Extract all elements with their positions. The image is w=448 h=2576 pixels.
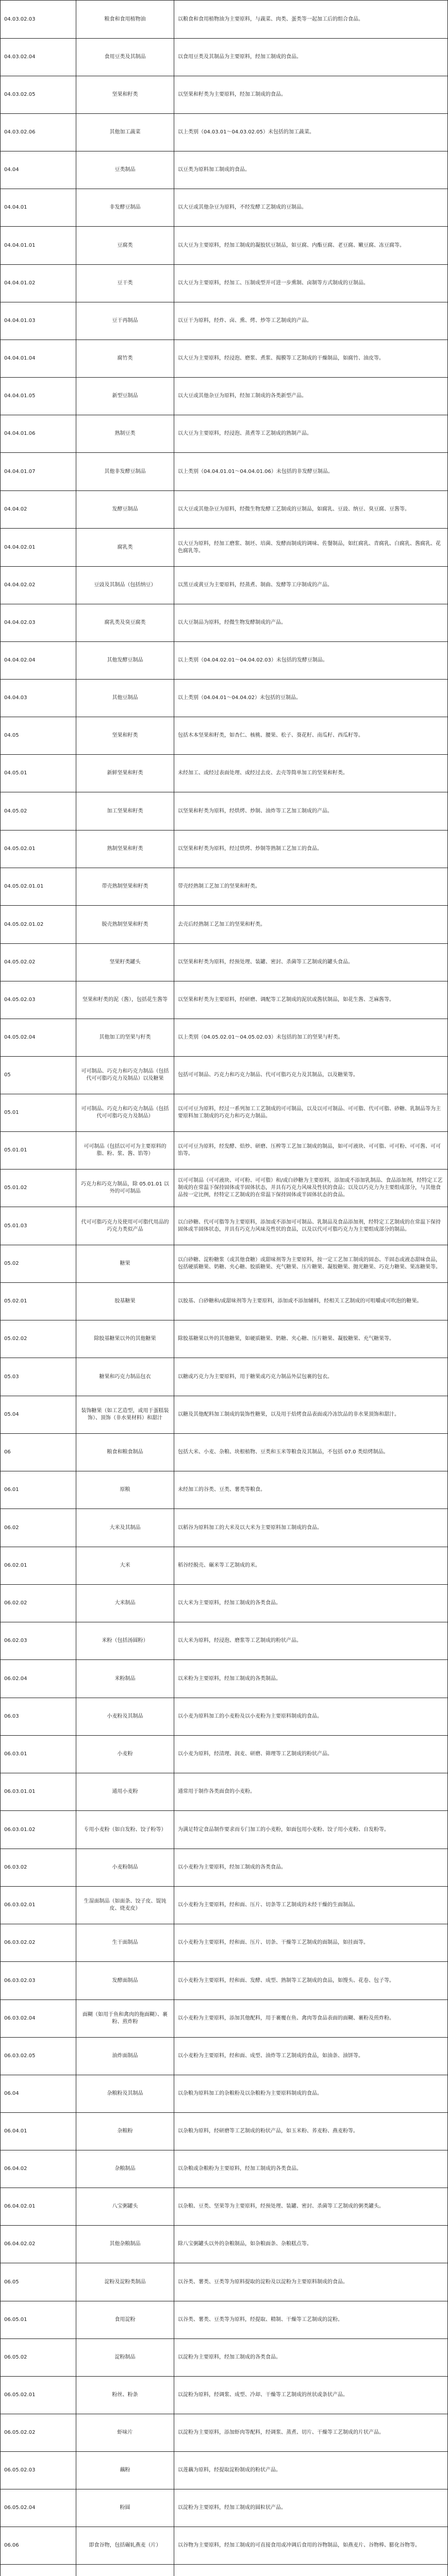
- category-description-cell: 以黑豆或黄豆为主要原料，经蒸煮、制曲、发酵等工序制成的产品。: [174, 567, 448, 604]
- category-code-cell: 04.04.02.02: [1, 567, 76, 604]
- category-name-cell: 小麦粉及其制品: [76, 1698, 174, 1736]
- category-code-cell: 06.05.02.03: [1, 2452, 76, 2489]
- table-row: [1, 453, 448, 491]
- category-code-cell: [1, 2565, 76, 2576]
- category-name-cell: 非发酵豆制品: [76, 189, 174, 227]
- category-name-cell: 杂粮粉及其制品: [76, 2075, 174, 2113]
- category-name-cell: 发酵豆制品: [76, 491, 174, 529]
- category-description-cell: 以稻谷为原料加工的大米及以大米为主要原料加工制成的食品。: [174, 1509, 448, 1547]
- category-description-cell: 去壳后经熟制工艺加工的坚果和籽类。: [174, 906, 448, 944]
- category-name-cell: 豆干再制品: [76, 302, 174, 340]
- category-description-cell: 除胶基糖果以外的其他糖果，如硬质糖果、奶糖、夹心糖、压片糖果、凝胶糖果、充气糖果等。: [174, 1320, 448, 1358]
- category-description-cell: 以食用豆类及其制品为主要原料，经加工制成的食品。: [174, 39, 448, 76]
- category-name-cell: 米粉（包括汤圆粉）: [76, 1622, 174, 1660]
- category-code-cell: 05.01: [1, 1094, 76, 1132]
- category-name-cell: [76, 2565, 174, 2576]
- category-description-cell: 以小麦粉为主要原料，经和面、发酵、成型、熟制等工艺制成的食品，如馒头、花卷、包子等。: [174, 1962, 448, 2000]
- category-code-cell: 05: [1, 1057, 76, 1094]
- category-name-cell: 其他非发酵豆制品: [76, 453, 174, 491]
- table-row: [1, 2377, 448, 2414]
- category-name-cell: 粉圆: [76, 2489, 174, 2527]
- table-row: [1, 1245, 448, 1283]
- table-row: [1, 1207, 448, 1245]
- category-description-cell: 以小麦粉为主要原料，经和面、成型、油炸等工艺制成的食品，如油条、油饼等。: [174, 2038, 448, 2075]
- category-name-cell: 米粉制品: [76, 1660, 174, 1698]
- table-row: [1, 2565, 448, 2576]
- table-row: [1, 1019, 448, 1057]
- category-name-cell: 可可制品、巧克力和巧克力制品（包括代可可脂巧克力及制品）: [76, 1094, 174, 1132]
- category-description-cell: 以淀粉为原料，经调浆、成型、冷却、干燥等工艺制成的丝状或条状产品。: [174, 2377, 448, 2414]
- category-code-cell: 06.03.02.05: [1, 2038, 76, 2075]
- category-code-cell: 05.02.02: [1, 1320, 76, 1358]
- category-name-cell: 豆类制品: [76, 151, 174, 189]
- table-row: [1, 2226, 448, 2263]
- category-name-cell: 熟制豆类: [76, 415, 174, 453]
- category-description-cell: 以杂粮、豆类、坚果等为主要原料，经预处理、装罐、密封、杀菌等工艺制成的粥类罐头。: [174, 2188, 448, 2226]
- category-name-cell: 腐乳类: [76, 529, 174, 567]
- category-code-cell: 06.05: [1, 2263, 76, 2301]
- table-row: [1, 1849, 448, 1887]
- category-description-cell: 包括木本坚果和籽类，如杏仁、核桃、腰果、松子、葵花籽、南瓜籽、西瓜籽等。: [174, 717, 448, 755]
- table-row: [1, 378, 448, 415]
- category-name-cell: 食用豆类及其制品: [76, 39, 174, 76]
- table-row: [1, 567, 448, 604]
- table-row: [1, 1132, 448, 1170]
- category-code-cell: 06.02.01: [1, 1547, 76, 1585]
- category-description-cell: 以小麦粉为主要原料，经和面、压片、切条、干燥等工艺制成的面制品，如挂面等。: [174, 1924, 448, 1962]
- category-description-cell: 以糖及其他配料加工制成的装饰性糖果，以及用于焙烤食品表面或冷冻饮品的非水果顶饰和甜汁。: [174, 1396, 448, 1434]
- category-name-cell: 通用小麦粉: [76, 1773, 174, 1811]
- category-name-cell: 杂粮制品: [76, 2150, 174, 2188]
- category-description-cell: 以大豆制品为原料，经微生物发酵制成的产品。: [174, 604, 448, 642]
- table-row: [1, 2414, 448, 2452]
- table-row: [1, 1471, 448, 1509]
- table-row: [1, 1, 448, 39]
- table-row: [1, 1283, 448, 1320]
- category-code-cell: 04.04.01: [1, 189, 76, 227]
- category-name-cell: 油炸面制品: [76, 2038, 174, 2075]
- category-name-cell: 巧克力和巧克力制品，除 05.01.01 以外的可可制品: [76, 1170, 174, 1207]
- category-name-cell: 坚果和籽类: [76, 76, 174, 114]
- table-row: [1, 680, 448, 717]
- category-name-cell: 面糊（如用于鱼和禽肉的拖面糊）、裹粉、煎炸粉: [76, 2000, 174, 2038]
- category-code-cell: 06.04: [1, 2075, 76, 2113]
- category-name-cell: 藕粉: [76, 2452, 174, 2489]
- category-description-cell: 包括大米、小麦、杂粮、块根植物、豆类和玉米等粮食及其制品，不包括 07.0 类焙烤制品。: [174, 1434, 448, 1471]
- category-description-cell: 未经加工、或经过表面处理、或经过去皮、去壳等简单加工的坚果和籽类。: [174, 755, 448, 792]
- category-name-cell: 可可制品、巧克力和巧克力制品（包括代可可脂巧克力及制品）以及糖果: [76, 1057, 174, 1094]
- table-row: [1, 755, 448, 792]
- category-description-cell: 以上类别（04.04.01.01～04.04.01.06）未包括的非发酵豆制品。: [174, 453, 448, 491]
- table-row: [1, 529, 448, 567]
- table-row: [1, 642, 448, 680]
- category-description-cell: 以上类别（04.04.02.01～04.04.02.03）未包括的发酵豆制品。: [174, 642, 448, 680]
- category-description-cell: 以可可豆为原料，经过一系列加工工艺制成的可可制品，以及以可可制品、可可脂、代可可脂、砂糖、乳制品等为主要原料加工制成的巧克力和巧克力制品。: [174, 1094, 448, 1132]
- category-code-cell: 04.04.02.01: [1, 529, 76, 567]
- category-code-cell: 06.04.02.02: [1, 2226, 76, 2263]
- table-row: [1, 1585, 448, 1622]
- category-description-cell: 以可可豆为原料，经发酵、焙炒、研磨、压榨等工艺加工制成的制品，如可可液块、可可脂、可可粉、可可酱、可可馅等。: [174, 1132, 448, 1170]
- category-name-cell: 粉丝、粉条: [76, 2377, 174, 2414]
- category-description-cell: 以大豆或其他杂豆为原料，经微生物发酵工艺制成的豆制品，如腐乳、豆豉、纳豆、臭豆腐、豆酱等。: [174, 491, 448, 529]
- category-code-cell: 06.05.02.01: [1, 2377, 76, 2414]
- table-row: [1, 2188, 448, 2226]
- table-row: [1, 868, 448, 906]
- category-name-cell: 粮食和粮食制品: [76, 1434, 174, 1471]
- category-description-cell: 除八宝粥罐头以外的杂粮制品，如杂粮面条、杂粮糕点等。: [174, 2226, 448, 2263]
- category-code-cell: 04.04.02.03: [1, 604, 76, 642]
- category-name-cell: 生干面制品: [76, 1924, 174, 1962]
- category-description-cell: 以大豆为主要原料，经浸泡、蒸煮等工艺制成的熟制产品。: [174, 415, 448, 453]
- table-row: [1, 415, 448, 453]
- category-code-cell: 04.04.01.05: [1, 378, 76, 415]
- category-code-cell: 04.04.01.03: [1, 302, 76, 340]
- table-row: [1, 2339, 448, 2377]
- table-row: [1, 340, 448, 378]
- category-description-cell: 以小麦粉为主要原料，经和面、压片、切条等工艺制成的未经干燥的生面制品。: [174, 1887, 448, 1924]
- category-name-cell: 糖果和巧克力制品包衣: [76, 1358, 174, 1396]
- category-code-cell: 04.03.02.05: [1, 76, 76, 114]
- category-code-cell: 06.03.02.02: [1, 1924, 76, 1962]
- category-name-cell: 发酵面制品: [76, 1962, 174, 2000]
- category-code-cell: 04.04.01.07: [1, 453, 76, 491]
- category-code-cell: 05.02: [1, 1245, 76, 1283]
- category-code-cell: 04.04.03: [1, 680, 76, 717]
- category-description-cell: 未经加工的谷类、豆类、薯类等粮食。: [174, 1471, 448, 1509]
- category-description-cell: 以淀粉为主要原料，经加工制成的各类食品。: [174, 2339, 448, 2377]
- category-code-cell: 05.02.01: [1, 1283, 76, 1320]
- table-row: [1, 302, 448, 340]
- category-name-cell: 其他加工蔬菜: [76, 114, 174, 151]
- category-code-cell: 04.04.02.04: [1, 642, 76, 680]
- category-description-cell: 以淀粉为主要原料，经加工制成的圆粒状产品。: [174, 2489, 448, 2527]
- category-description-cell: 为满足特定食品制作要求而专门加工的小麦粉，如面包用小麦粉、饺子用小麦粉、自发粉等。: [174, 1811, 448, 1849]
- category-code-cell: 06: [1, 1434, 76, 1471]
- category-description-cell: 以杂粮为原料加工的杂粮粉及以杂粮粉为主要原料制成的食品。: [174, 2075, 448, 2113]
- category-name-cell: 豆干类: [76, 265, 174, 302]
- category-name-cell: 专用小麦粉（如自发粉、饺子粉等）: [76, 1811, 174, 1849]
- category-description-cell: 以上类别（04.03.01～04.03.02.05）未包括的加工蔬菜。: [174, 114, 448, 151]
- category-description-cell: 以杂粮为原料，经研磨等工艺制成的粉状产品，如玉米粉、荞麦粉、燕麦粉等。: [174, 2113, 448, 2150]
- category-name-cell: 大米制品: [76, 1585, 174, 1622]
- table-row: [1, 1170, 448, 1207]
- category-code-cell: 04.03.02.03: [1, 1, 76, 39]
- table-row: [1, 717, 448, 755]
- category-name-cell: 其他加工的坚果与籽类: [76, 1019, 174, 1057]
- table-row: [1, 1396, 448, 1434]
- category-description-cell: 通常用于制作各类面食的小麦粉。: [174, 1773, 448, 1811]
- category-description-cell: 以上类别（04.04.01～04.04.02）未包括的豆制品。: [174, 680, 448, 717]
- category-name-cell: 可可制品（包括以可可为主要原料的脂、粉、浆、酱、馅等）: [76, 1132, 174, 1170]
- table-row: [1, 1094, 448, 1132]
- category-description-cell: 以糖或巧克力为主要原料，用于糖果或巧克力制品外层包裹的包衣。: [174, 1358, 448, 1396]
- category-description-cell: 以大豆或其他杂豆为原料，经加工制成的各类新型产品。: [174, 378, 448, 415]
- category-code-cell: 06.03.01.01: [1, 1773, 76, 1811]
- category-description-cell: 以大豆为主要原料，经加工制成的凝胶状豆制品，如豆腐、内酯豆腐、老豆腐、嫩豆腐、冻豆腐等。: [174, 227, 448, 265]
- table-row: [1, 2527, 448, 2565]
- table-row: [1, 604, 448, 642]
- category-code-cell: 05.01.01: [1, 1132, 76, 1170]
- category-code-cell: 06.04.01: [1, 2113, 76, 2150]
- table-row: [1, 151, 448, 189]
- category-name-cell: 虾味片: [76, 2414, 174, 2452]
- category-description-cell: 稻谷经脱壳、碾米等工艺制成的米。: [174, 1547, 448, 1585]
- category-description-cell: 以杂粮或杂粮粉为主要原料，经加工制成的各类食品。: [174, 2150, 448, 2188]
- table-row: [1, 906, 448, 944]
- table-row: [1, 2038, 448, 2075]
- table-row: [1, 1736, 448, 1773]
- category-name-cell: 坚果籽类罐头: [76, 944, 174, 981]
- category-description-cell: 以坚果和籽类为主要原料，经加工制成的食品。: [174, 76, 448, 114]
- category-name-cell: 粮食和食用植物油: [76, 1, 174, 39]
- category-name-cell: 胶基糖果: [76, 1283, 174, 1320]
- table-row: [1, 1509, 448, 1547]
- category-name-cell: 糖果: [76, 1245, 174, 1283]
- table-row: [1, 1434, 448, 1471]
- category-code-cell: 06.02: [1, 1509, 76, 1547]
- category-description-cell: 以谷类、薯类、豆类等为原料，经提取、精制、干燥等工艺制成的淀粉。: [174, 2301, 448, 2339]
- category-name-cell: 除胶基糖果以外的其他糖果: [76, 1320, 174, 1358]
- category-description-cell: 以豆类为原料加工制成的食品。: [174, 151, 448, 189]
- category-description-cell: 以粮食和食用植物油为主要原料，与蔬菜、肉类、蛋类等一起加工后的组合食品。: [174, 1, 448, 39]
- category-code-cell: 04.05.02.03: [1, 981, 76, 1019]
- category-code-cell: 06.04.02.01: [1, 2188, 76, 2226]
- category-name-cell: 坚果和籽类: [76, 717, 174, 755]
- table-row: [1, 2150, 448, 2188]
- category-code-cell: 04.05.01: [1, 755, 76, 792]
- category-code-cell: 06.03.02: [1, 1849, 76, 1887]
- category-name-cell: 小麦粉制品: [76, 1849, 174, 1887]
- category-name-cell: 八宝粥罐头: [76, 2188, 174, 2226]
- category-name-cell: 其他发酵豆制品: [76, 642, 174, 680]
- category-description-cell: 以淀粉为主要原料，添加虾肉等配料，经调浆、蒸煮、切片、干燥等工艺制成的片状产品。: [174, 2414, 448, 2452]
- table-row: [1, 1547, 448, 1585]
- table-row: [1, 2452, 448, 2489]
- category-name-cell: 脱壳熟制坚果和籽类: [76, 906, 174, 944]
- category-code-cell: 04.04.01.04: [1, 340, 76, 378]
- table-row: [1, 1622, 448, 1660]
- category-name-cell: 豆腐类: [76, 227, 174, 265]
- table-row: [1, 1057, 448, 1094]
- category-description-cell: 以小麦为原料，经清理、润麦、研磨、筛理等工艺制成的粉状产品。: [174, 1736, 448, 1773]
- category-name-cell: 生湿面制品（如面条、饺子皮、馄饨皮、烧麦皮）: [76, 1887, 174, 1924]
- category-name-cell: 小麦粉: [76, 1736, 174, 1773]
- table-row: [1, 792, 448, 831]
- category-description-cell: 以大豆为原料，经加工磨浆、制坯、培菌、发酵而制成的调味、佐餐制品，如红腐乳、青腐乳、白腐乳、酱腐乳、花色腐乳等。: [174, 529, 448, 567]
- category-description-cell: 以小麦为原料加工的小麦粉及以小麦粉为主要原料制成的食品。: [174, 1698, 448, 1736]
- table-row: [1, 265, 448, 302]
- category-description-cell: 以莲藕为原料，经提取淀粉制成的粉状产品。: [174, 2452, 448, 2489]
- category-code-cell: 06.04.02: [1, 2150, 76, 2188]
- category-name-cell: 大米及其制品: [76, 1509, 174, 1547]
- table-row: [1, 491, 448, 529]
- category-description-cell: 以坚果和籽类为主要原料，经研磨、调配等工艺制成的泥状或酱状制品，如花生酱、芝麻酱等。: [174, 981, 448, 1019]
- category-name-cell: 腐竹类: [76, 340, 174, 378]
- table-row: [1, 76, 448, 114]
- category-description-cell: 以谷类、薯类、豆类等为原料提取的淀粉及以淀粉为主要原料制成的食品。: [174, 2263, 448, 2301]
- category-name-cell: 坚果和籽类的泥（酱），包括花生酱等: [76, 981, 174, 1019]
- table-row: [1, 1887, 448, 1924]
- table-row: [1, 2075, 448, 2113]
- table-row: [1, 1660, 448, 1698]
- category-description-cell: [174, 2565, 448, 2576]
- category-code-cell: 06.01: [1, 1471, 76, 1509]
- category-code-cell: 06.06: [1, 2527, 76, 2565]
- category-description-cell: 以大豆为主要原料，经加工、压制成型并可进一步熏制、卤制等方式制成的豆制品。: [174, 265, 448, 302]
- category-code-cell: 06.02.02: [1, 1585, 76, 1622]
- category-name-cell: 代可可脂巧克力及使用可可脂代用品的巧克力类似产品: [76, 1207, 174, 1245]
- category-code-cell: 04.05.02.01.01: [1, 868, 76, 906]
- table-row: [1, 1320, 448, 1358]
- category-code-cell: 06.03.02.03: [1, 1962, 76, 2000]
- category-code-cell: 06.05.02.04: [1, 2489, 76, 2527]
- table-row: [1, 831, 448, 868]
- category-code-cell: 05.04: [1, 1396, 76, 1434]
- category-description-cell: 以坚果和籽类为原料，经过烘烤、炒制等熟制工艺加工的食品。: [174, 831, 448, 868]
- category-description-cell: 以大米为原料，经浸泡、磨浆等工艺制成的粉状产品。: [174, 1622, 448, 1660]
- table-row: [1, 2263, 448, 2301]
- category-code-cell: 06.03.01: [1, 1736, 76, 1773]
- category-name-cell: 其他杂粮制品: [76, 2226, 174, 2263]
- table-row: [1, 39, 448, 76]
- category-description-cell: 以白砂糖、代可可脂等为主要原料，添加或不添加可可制品、乳制品及食品添加剂，经特定工艺制成的在常温下保持固体或半固体状态，并具有巧克力风味及性状的食品，以及以代可可脂巧克力为主要组成部分的制品。: [174, 1207, 448, 1245]
- category-description-cell: 以小麦粉为主要原料，添加其他配料，用于裹覆在鱼、禽肉等食品表面的面糊、裹粉及煎炸粉。: [174, 2000, 448, 2038]
- category-name-cell: 加工坚果和籽类: [76, 792, 174, 831]
- category-description-cell: 以大米为主要原料，经加工制成的各类食品。: [174, 1585, 448, 1622]
- category-description-cell: 以坚果和籽类为原料，经预处理、装罐、密封、杀菌等工艺制成的罐头食品。: [174, 944, 448, 981]
- category-name-cell: 即食谷物，包括碾轧燕麦（片）: [76, 2527, 174, 2565]
- category-description-cell: 以豆干为原料，经炸、卤、熏、烤、炒等工艺制成的产品。: [174, 302, 448, 340]
- table-row: [1, 1924, 448, 1962]
- category-description-cell: 以米粉为主要原料，经加工制成的各类制品。: [174, 1660, 448, 1698]
- category-code-cell: 06.05.01: [1, 2301, 76, 2339]
- category-name-cell: 淀粉制品: [76, 2339, 174, 2377]
- category-description-cell: 以坚果和籽类为原料，经烘烤、炒制、油炸等工艺加工制成的产品。: [174, 792, 448, 831]
- category-description-cell: 以小麦粉为主要原料，经加工制成的各类食品。: [174, 1849, 448, 1887]
- table-row: [1, 2301, 448, 2339]
- table-row: [1, 981, 448, 1019]
- category-code-cell: 06.05.02.02: [1, 2414, 76, 2452]
- category-code-cell: 06.05.02: [1, 2339, 76, 2377]
- category-name-cell: 新型豆制品: [76, 378, 174, 415]
- category-description-cell: 以大豆或其他杂豆为原料，不经发酵工艺制成的豆制品。: [174, 189, 448, 227]
- category-code-cell: 04.05.02.01: [1, 831, 76, 868]
- table-row: [1, 2489, 448, 2527]
- category-code-cell: 06.02.03: [1, 1622, 76, 1660]
- table-row: [1, 2000, 448, 2038]
- category-name-cell: 杂粮粉: [76, 2113, 174, 2150]
- category-code-cell: 06.03.02.04: [1, 2000, 76, 2038]
- category-description-cell: 以大豆为主要原料，经浸泡、磨浆、煮浆、揭膜等工艺制成的干燥制品，如腐竹、油皮等。: [174, 340, 448, 378]
- category-code-cell: 05.01.03: [1, 1207, 76, 1245]
- category-code-cell: 06.03.01.02: [1, 1811, 76, 1849]
- category-code-cell: 04.05.02.02: [1, 944, 76, 981]
- category-code-cell: 06.03.02.01: [1, 1887, 76, 1924]
- category-code-cell: 04.04: [1, 151, 76, 189]
- category-code-cell: 04.05.02.01.02: [1, 906, 76, 944]
- category-name-cell: 原粮: [76, 1471, 174, 1509]
- category-description-cell: 以谷物为主要原料，经加工制成的可直接食用或冲调后食用的谷物制品，如燕麦片、谷物棒、膨化谷物等。: [174, 2527, 448, 2565]
- category-name-cell: 其他豆制品: [76, 680, 174, 717]
- table-row: [1, 1698, 448, 1736]
- category-code-cell: 04.04.01.01: [1, 227, 76, 265]
- table-row: [1, 189, 448, 227]
- table-row: [1, 2113, 448, 2150]
- category-name-cell: 新鲜坚果和籽类: [76, 755, 174, 792]
- category-name-cell: 豆豉及其制品（包括纳豆）: [76, 567, 174, 604]
- category-code-cell: 05.03: [1, 1358, 76, 1396]
- category-code-cell: 04.03.02.04: [1, 39, 76, 76]
- category-code-cell: 04.03.02.06: [1, 114, 76, 151]
- category-code-cell: 05.01.02: [1, 1170, 76, 1207]
- category-description-cell: 以胶基、白砂糖和/或甜味剂等为主要原料，添加或不添加辅料，经相关工艺制成的可咀嚼或可吹泡的糖果。: [174, 1283, 448, 1320]
- category-code-cell: 04.05.02.04: [1, 1019, 76, 1057]
- category-code-cell: 06.03: [1, 1698, 76, 1736]
- category-table-body: [1, 1, 448, 2576]
- category-name-cell: 带壳熟制坚果和籽类: [76, 868, 174, 906]
- category-code-cell: 04.05.02: [1, 792, 76, 831]
- category-code-cell: 04.04.01.06: [1, 415, 76, 453]
- table-row: [1, 1773, 448, 1811]
- table-row: [1, 1811, 448, 1849]
- category-name-cell: 装饰糖果（如工艺造型，或用于蛋糕装饰）、顶饰（非水果材料）和甜汁: [76, 1396, 174, 1434]
- category-name-cell: 熟制坚果和籽类: [76, 831, 174, 868]
- category-name-cell: 淀粉及淀粉类制品: [76, 2263, 174, 2301]
- category-code-cell: 06.02.04: [1, 1660, 76, 1698]
- category-description-cell: 以上类别（04.05.02.01～04.05.02.03）未包括的加工的坚果与籽类。: [174, 1019, 448, 1057]
- table-row: [1, 1962, 448, 2000]
- category-description-cell: 带壳经熟制工艺加工的坚果和籽类。: [174, 868, 448, 906]
- category-name-cell: 腐乳类及臭豆腐类: [76, 604, 174, 642]
- table-row: [1, 114, 448, 151]
- category-description-cell: 以白砂糖、淀粉糖浆（或其他食糖）或甜味剂等为主要原料，按一定工艺加工制成的固态、半固态或液态甜味食品，包括硬质糖果、奶糖、夹心糖、胶质糖果、充气糖果、压片糖果、凝胶糖果、抛光糖果、巧克力糖果、果冻糖果等。: [174, 1245, 448, 1283]
- category-name-cell: 食用淀粉: [76, 2301, 174, 2339]
- category-description-cell: 包括可可制品、巧克力和巧克力制品、代可可脂巧克力及其制品，以及糖果等。: [174, 1057, 448, 1094]
- table-row: [1, 227, 448, 265]
- category-description-cell: 以可可制品（可可液块、可可粉、可可脂）和/或白砂糖为主要原料，添加或不添加乳制品、食品添加剂，经特定工艺制成的在常温下保持固体或半固体状态，并具有巧克力风味及性状的食品；以及以巧克力为主要组成部分，与其他食品按一定比例，经特定工艺制成的在常温下保持固体或半固体状态的食品。: [174, 1170, 448, 1207]
- category-name-cell: 大米: [76, 1547, 174, 1585]
- table-row: [1, 944, 448, 981]
- table-row: [1, 1358, 448, 1396]
- category-code-cell: 04.04.01.02: [1, 265, 76, 302]
- category-code-cell: 04.04.02: [1, 491, 76, 529]
- category-code-cell: 04.05: [1, 717, 76, 755]
